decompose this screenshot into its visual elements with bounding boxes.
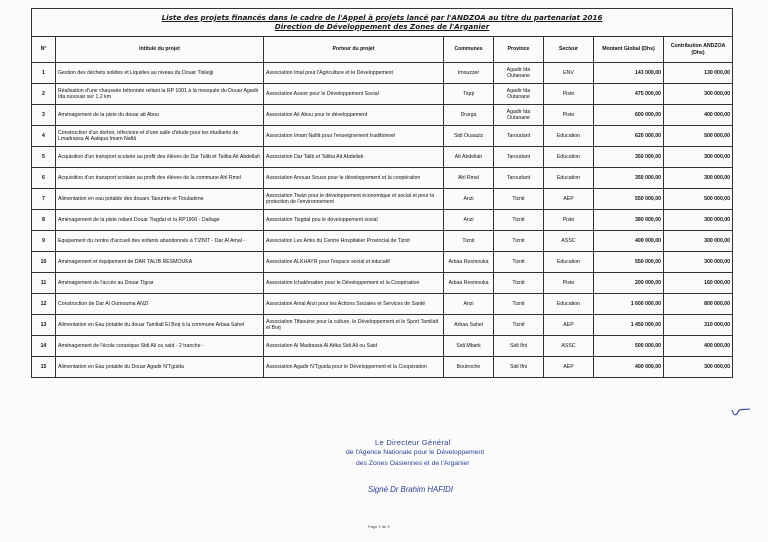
project-owner-cell: Association Imal pour l'Agriculture et le Développement [264, 63, 444, 84]
signature-agency-line-2: des Zones Oasiennes et de l'Arganier [356, 460, 470, 467]
andzoa-contribution-cell: 800 000,00 [664, 294, 733, 315]
total-amount-cell: 1 600 000,00 [594, 294, 664, 315]
pen-mark-icon [730, 400, 752, 418]
andzoa-contribution-cell: 130 000,00 [664, 63, 733, 84]
title-line-2: Direction de Développement des Zones de l'Arganier [274, 21, 490, 31]
table-row [32, 210, 733, 231]
projects-table [31, 8, 733, 378]
table-row [32, 357, 733, 378]
province-cell: Tiznit [494, 294, 544, 315]
commune-cell: Arbaa Sahel [444, 315, 494, 336]
andzoa-contribution-cell: 160 000,00 [664, 273, 733, 294]
project-owner-cell: Association Tiwizi pour le développement économique et social et pour la protection de l'environnement [264, 189, 444, 210]
commune-cell: Anzi [444, 294, 494, 315]
row-number-cell: 5 [32, 147, 56, 168]
commune-cell: Boutroche [444, 357, 494, 378]
commune-cell: Tiqqi [444, 84, 494, 105]
header-contribution: Contribution ANDZOA (Dhs) [664, 37, 733, 63]
project-owner-cell: Association Imam Nafiâ pour l'enseignement traditionnel [264, 126, 444, 147]
province-cell: Sidi Ifni [494, 336, 544, 357]
header-province: Province [494, 37, 544, 63]
row-number-cell: 1 [32, 63, 56, 84]
row-number-cell: 3 [32, 105, 56, 126]
commune-cell: Arbaa Resmouka [444, 273, 494, 294]
project-owner-cell: Association ALKHAYR pour l'espace social et éducatif [264, 252, 444, 273]
table-row [32, 315, 733, 336]
province-cell: Agadir Ida Outanane [494, 63, 544, 84]
table-row [32, 168, 733, 189]
project-title-cell: Alimentation en eau potable des douars Taourirte et Tiouladene [56, 189, 264, 210]
total-amount-cell: 143 000,00 [594, 63, 664, 84]
page-number: Page 2 de 3 [368, 524, 390, 529]
total-amount-cell: 400 000,00 [594, 357, 664, 378]
signature-name: Signé Dr Brahim HAFIDI [368, 485, 453, 494]
table-row [32, 273, 733, 294]
signature-title: Le Directeur Général [375, 438, 451, 447]
commune-cell: Sidi Mbark [444, 336, 494, 357]
andzoa-contribution-cell: 300 000,00 [664, 252, 733, 273]
project-owner-cell: Association Assoir pour le Développement Social [264, 84, 444, 105]
province-cell: Tiznit [494, 231, 544, 252]
sector-cell: Education [544, 294, 594, 315]
row-number-cell: 10 [32, 252, 56, 273]
province-cell: Taroudant [494, 126, 544, 147]
header-intitule: Intitulé du projet [56, 37, 264, 63]
project-title-cell: Alimentation en Eau potable du douar Tamllalt El Borj à la commune Arbaa Sahel [56, 315, 264, 336]
project-title-cell: Construction de Dar Al Oumouma ANZI [56, 294, 264, 315]
province-cell: Tiznit [494, 252, 544, 273]
total-amount-cell: 1 450 000,00 [594, 315, 664, 336]
total-amount-cell: 400 000,00 [594, 231, 664, 252]
row-number-cell: 4 [32, 126, 56, 147]
total-amount-cell: 600 000,00 [594, 105, 664, 126]
andzoa-contribution-cell: 300 000,00 [664, 231, 733, 252]
total-amount-cell: 550 000,00 [594, 252, 664, 273]
project-owner-cell: Association Tisgdal pou le développement social [264, 210, 444, 231]
project-title-cell: Aménagement de l'école coranique Sidi Ali ou said - 2 tranche - [56, 336, 264, 357]
commune-cell: Arbaa Resmouka [444, 252, 494, 273]
sector-cell: Education [544, 147, 594, 168]
andzoa-contribution-cell: 400 000,00 [664, 105, 733, 126]
row-number-cell: 9 [32, 231, 56, 252]
table-row [32, 252, 733, 273]
row-number-cell: 12 [32, 294, 56, 315]
commune-cell: Imouzzer [444, 63, 494, 84]
andzoa-contribution-cell: 300 000,00 [664, 147, 733, 168]
table-row [32, 126, 733, 147]
commune-cell: Tiznit [444, 231, 494, 252]
project-title-cell: Gestion des déchets solides et Liquides au niveau du Douar Tiskejji [56, 63, 264, 84]
andzoa-contribution-cell: 500 000,00 [664, 126, 733, 147]
project-owner-cell: Association Dar Talib et Taliba Ait Abdellah [264, 147, 444, 168]
row-number-cell: 8 [32, 210, 56, 231]
header-communes: Communes [444, 37, 494, 63]
province-cell: Sidi Ifni [494, 357, 544, 378]
total-amount-cell: 500 000,00 [594, 336, 664, 357]
table-row [32, 231, 733, 252]
row-number-cell: 6 [32, 168, 56, 189]
project-owner-cell: Association Les Amis du Centre Hospitalier Provincial de Tiznit [264, 231, 444, 252]
sector-cell: ASSC [544, 231, 594, 252]
province-cell: Agadir Ida Outanane [494, 84, 544, 105]
project-title-cell: Acquisition d'un transport scolaire au profit des élèves de la commune Ahl Rmel [56, 168, 264, 189]
andzoa-contribution-cell: 300 000,00 [664, 168, 733, 189]
row-number-cell: 2 [32, 84, 56, 105]
sector-cell: AEP [544, 315, 594, 336]
signature-agency-line-1: de l'Agence Nationale pour le Développement [346, 449, 485, 456]
commune-cell: Anzi [444, 210, 494, 231]
andzoa-contribution-cell: 300 000,00 [664, 210, 733, 231]
province-cell: Tiznit [494, 273, 544, 294]
total-amount-cell: 550 000,00 [594, 189, 664, 210]
total-amount-cell: 350 000,00 [594, 147, 664, 168]
project-owner-cell: Association Al Madrassa Al Atika Sidi Ali ou Said [264, 336, 444, 357]
sector-cell: ENV [544, 63, 594, 84]
row-number-cell: 7 [32, 189, 56, 210]
project-title-cell: Equipement du centre d'accueil des enfants abandonnés à TIZNIT - Dar Al Amal - [56, 231, 264, 252]
table-row [32, 105, 733, 126]
province-cell: Taroudant [494, 147, 544, 168]
table-row [32, 84, 733, 105]
andzoa-contribution-cell: 500 000,00 [664, 189, 733, 210]
header-montant: Montant Global (Dhs) [594, 37, 664, 63]
project-owner-cell: Association Agadir N'Tguida pour le Développement et la Coopération [264, 357, 444, 378]
table-row [32, 147, 733, 168]
andzoa-contribution-cell: 300 000,00 [664, 84, 733, 105]
commune-cell: Ahl Rmel [444, 168, 494, 189]
project-owner-cell: Association Anouar Souss pour le développement et la coopération [264, 168, 444, 189]
total-amount-cell: 200 000,00 [594, 273, 664, 294]
project-title-cell: Aménagement de l'accès au Douar Tigrar [56, 273, 264, 294]
province-cell: Tiznit [494, 210, 544, 231]
project-title-cell: Construction d'un dortoir, réfectoire et d'une salle d'étude pour les étudiants de Lmadrassa Al Aatiqua Imam Nafiâ [56, 126, 264, 147]
header-porteur: Porteur du projet [264, 37, 444, 63]
row-number-cell: 14 [32, 336, 56, 357]
sector-cell: Piste [544, 210, 594, 231]
project-title-cell: Aménagement de la piste du douar ait Abou [56, 105, 264, 126]
total-amount-cell: 475 000,00 [594, 84, 664, 105]
project-title-cell: Acquisition d'un transport scolaire au profit des élèves de Dar Talib et Taliba Ait Abdellah [56, 147, 264, 168]
sector-cell: Education [544, 252, 594, 273]
project-owner-cell: Association Tifaouine pour la culture, le Développement et le Sport Tamllalt el Borj [264, 315, 444, 336]
project-title-cell: Réalisation d'une chaussée bétonnée reliant la RP 1001 à la mosquée du Douar Agadir Ida ousouar sur 1,2 km [56, 84, 264, 105]
project-title-cell: Aménagement de la piste reliant Douar Tisgdal et la RP1900 - Dallage [56, 210, 264, 231]
row-number-cell: 11 [32, 273, 56, 294]
sector-cell: Piste [544, 273, 594, 294]
project-title-cell: Alimentation en Eau potable du Douar Agadir N'Tguida [56, 357, 264, 378]
andzoa-contribution-cell: 300 000,00 [664, 357, 733, 378]
sector-cell: ASSC [544, 336, 594, 357]
table-title [32, 9, 733, 37]
table-row [32, 336, 733, 357]
table-row [32, 189, 733, 210]
commune-cell: Ait Abdellah [444, 147, 494, 168]
table-row [32, 294, 733, 315]
sector-cell: Education [544, 168, 594, 189]
total-amount-cell: 350 000,00 [594, 168, 664, 189]
province-cell: Taroudant [494, 168, 544, 189]
sector-cell: AEP [544, 189, 594, 210]
andzoa-contribution-cell: 400 000,00 [664, 336, 733, 357]
project-owner-cell: Association Amal Anzi pour les Actions Sociales et Services de Santé [264, 294, 444, 315]
project-owner-cell: Association Ait Abou pour le développement [264, 105, 444, 126]
sector-cell: AEP [544, 357, 594, 378]
sector-cell: Piste [544, 105, 594, 126]
andzoa-contribution-cell: 310 000,00 [664, 315, 733, 336]
title-line-1: Liste des projets financés dans le cadre de l'Appel à projets lancé par l'ANDZOA au titre du partenariat 2016 [161, 12, 603, 22]
commune-cell: Sidi Ouaaziz [444, 126, 494, 147]
province-cell: Agadir Ida Outanane [494, 105, 544, 126]
province-cell: Tiznit [494, 189, 544, 210]
table-row [32, 63, 733, 84]
total-amount-cell: 380 000,00 [594, 210, 664, 231]
commune-cell: Anzi [444, 189, 494, 210]
row-number-cell: 13 [32, 315, 56, 336]
project-title-cell: Aménagement et équipement de DAR TALIB RESMOUKA [56, 252, 264, 273]
header-secteur: Secteur [544, 37, 594, 63]
sector-cell: Education [544, 126, 594, 147]
project-owner-cell: Association Ichakhnaiten pour le Développement et la Coopération [264, 273, 444, 294]
header-num: N° [32, 37, 56, 63]
commune-cell: Drarga [444, 105, 494, 126]
header-row [32, 37, 733, 63]
province-cell: Tiznit [494, 315, 544, 336]
total-amount-cell: 620 000,00 [594, 126, 664, 147]
row-number-cell: 15 [32, 357, 56, 378]
sector-cell: Piste [544, 84, 594, 105]
